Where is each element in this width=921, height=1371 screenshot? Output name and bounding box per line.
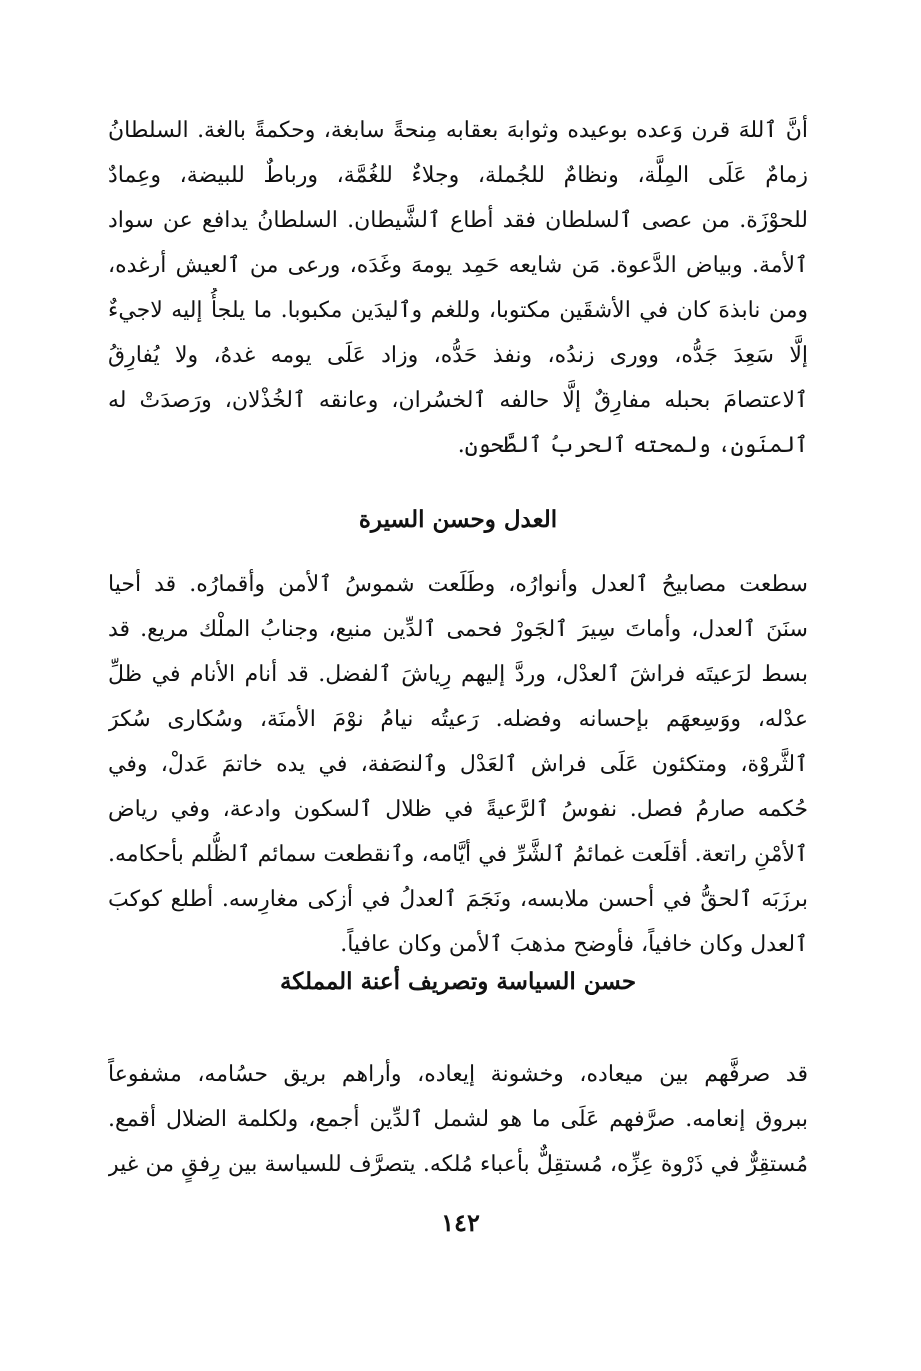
text-line: ٱلمنَون، ولمحته ٱلحربُ ٱلطَّحون. xyxy=(457,433,808,458)
text-line: برزَبَه ٱلحقُّ في أحسن ملابسه، ونَجَمَ ٱلعدلُ في أزكى مغارِسه. أطلع كوكبَ xyxy=(108,887,808,912)
text-line: أنَّ ٱللهَ قرن وَعده بوعيده وثوابهَ بعقابه مِنحةً سابغة، وحكمةً بالغة. السلطانُ xyxy=(108,118,808,143)
paragraph-politics xyxy=(108,1052,808,1187)
text-line: سنَنَ ٱلعدل، وأماتَ سِيرَ ٱلجَورْ فحمى ٱلدِّين منيع، وجنابُ الملْك مريع. قد xyxy=(108,617,808,642)
text-line: ٱلثَّروْة، ومتكئون عَلَى فراش ٱلعَدْل وٱلنصَفة، في يده خاتمَ عَدلْ، وفي xyxy=(108,752,808,777)
section-heading-politics: حسن السياسة وتصريف أعنة المملكة xyxy=(279,968,637,995)
text-line: حُكمه صارمُ فصل. نفوسُ ٱلرَّعيةً في ظلال ٱلسكون وادعة، وفي رياض xyxy=(108,797,808,822)
text-line: ٱلأمة. وبياض الدَّعوة. مَن شايعه حَمِد يومهَ وغَدَه، ورعى من ٱلعيش أرغده، xyxy=(108,253,808,278)
text-line: ومن نابذهَ كان في الأشقَين مكتوبا، وللغم وٱليدَين مكبوبا. ما يلجأُ إليه لاجيءٌ xyxy=(108,298,808,323)
section-heading-justice: العدل وحسن السيرة xyxy=(358,506,558,533)
paragraph-justice xyxy=(108,562,808,967)
text-line: قد صرفَّهم بين ميعاده، وخشونة إيعاده، وأراهم بريق حسُامه، مشفوعاً xyxy=(108,1062,808,1087)
text-line: سطعت مصابيحُ ٱلعدل وأنوارُه، وطَلَعت شموسُ ٱلأمن وأقمارُه. قد أحيا xyxy=(108,572,808,597)
text-line: ٱلعدل وكان خافياً، فأوضح مذهبَ ٱلأمن وكان عافياً. xyxy=(340,932,808,957)
text-line: ٱلاعتصامَ بحبله مفارِقٌ إلَّا حالفه ٱلخسُران، وعانقه ٱلخُذْلان، ورَصدَتْ له xyxy=(108,388,808,413)
text-line: إلَّا سَعِدَ جَدُّه، وورى زندُه، ونفذ حَدُّه، وزاد عَلَى يومه غدهُ، ولا يُفارِقُ xyxy=(108,343,808,368)
page-number: ١٤٢ xyxy=(441,1208,480,1237)
text-line: عدْله، ووَسِعهَم بإحسانه وفضله. رَعيتُه نيامُ نوْمَ الأمنَة، وسُكارى سُكرَ xyxy=(108,707,808,732)
text-line: زمامٌ عَلَى المِلَّة، ونظامٌ للجُملة، وجلاءٌ للغُمَّة، ورباطٌ للبيضة، وعِمادٌ xyxy=(108,163,808,188)
text-line: مُستقِرٌّ في ذَرْوة عِزِّه، مُستقِلٌّ بأعباء مُلكه. يتصرَّف للسياسة بين رِفقٍ من غير xyxy=(108,1152,808,1177)
text-line: ببروق إنعامه. صرَّفهم عَلَى ما هو لشمل ٱلدِّين أجمع، ولكلمة الضلال أقمع. xyxy=(108,1107,808,1132)
paragraph-sultan xyxy=(108,108,808,468)
text-line: للحوْزَة. من عصى ٱلسلطان فقد أطاع ٱلشَّيطان. السلطانُ يدافع عن سواد xyxy=(108,208,808,233)
text-line: ٱلأمْنِ راتعة. أقلَعت غمائمُ ٱلشَّرِّ في أيَّامه، وٱنقطعت سمائم ٱلظُّلم بأحكامه. xyxy=(108,842,808,867)
text-line: بسط لرَعيتَه فراشَ ٱلعدْل، وردَّ إليهم رِياشَ ٱلفضل. قد أنام الأنام في ظلِّ xyxy=(108,662,808,687)
